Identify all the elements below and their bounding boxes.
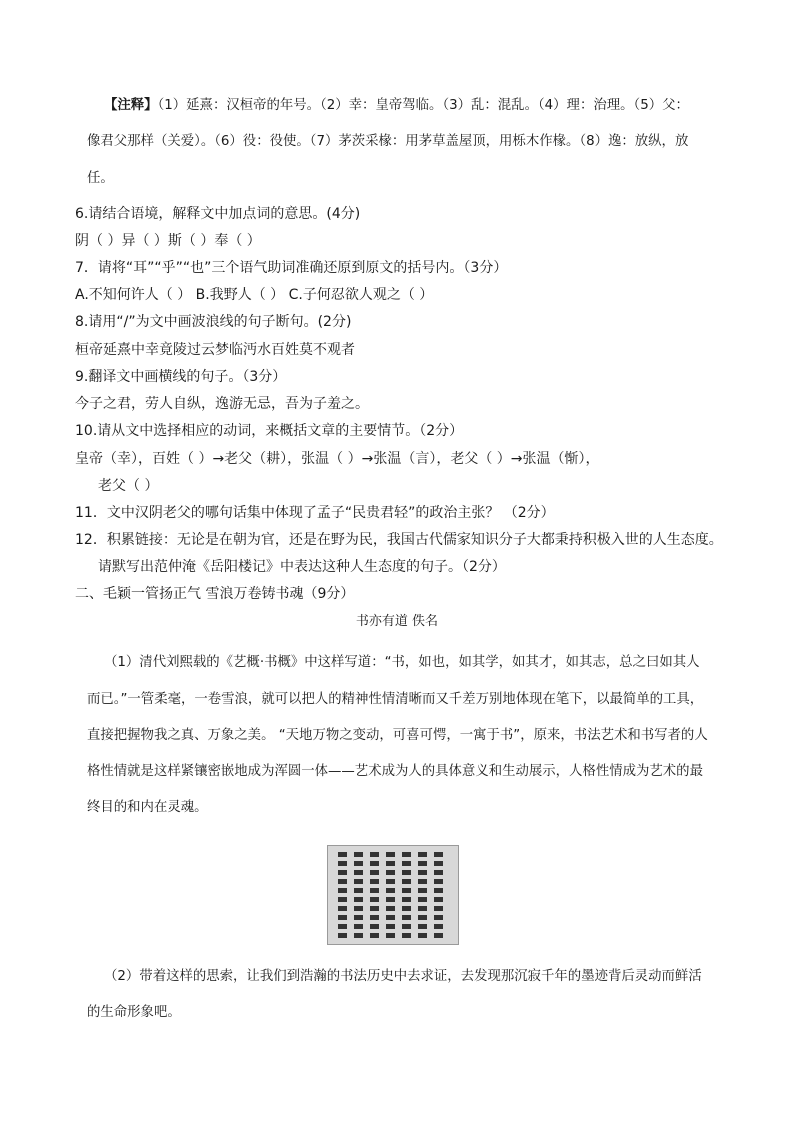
question-7: 7．请将“耳”“乎”“也”三个语气助词准确还原到原文的括号内。（3分） xyxy=(75,260,508,276)
notes-line-3: 任。 xyxy=(87,171,114,186)
question-7-options: A.不知何许人（ ） B.我野人（ ） C.子何忍欲人观之（ ） xyxy=(75,287,434,303)
question-12-line-2: 请默写出范仲淹《岳阳楼记》中表达这种人生态度的句子。（2分） xyxy=(98,559,506,575)
paragraph-1-line-5: 终目的和内在灵魂。 xyxy=(87,800,208,815)
question-10-line-2: 老父（ ） xyxy=(98,478,159,494)
notes-line-1 xyxy=(104,96,689,116)
article-title: 书亦有道 佚名 xyxy=(355,614,439,629)
question-10-line-1: 皇帝（幸），百姓（ ）→老父（耕），张温（ ）→张温（言），老父（ ）→张温（惭）， xyxy=(75,451,600,467)
question-8-text: 桓帝延熹中幸竟陵过云梦临沔水百姓莫不观者 xyxy=(75,342,355,358)
question-6: 6.请结合语境，解释文中加点词的意思。(4分) xyxy=(75,206,361,222)
section-2-heading: 二、毛颖一管扬正气 雪浪万卷铸书魂（9分） xyxy=(75,586,355,602)
calligraphy-image xyxy=(327,845,459,945)
question-9: 9.翻译文中画横线的句子。（3分） xyxy=(75,369,287,385)
paragraph-2-line-1: （2）带着这样的思索，让我们到浩瀚的书法历史中去求证，去发现那沉寂千年的墨迹背后灵动而鲜活 xyxy=(104,969,702,984)
notes-text-1: （1）延熹：汉桓帝的年号。（2）幸：皇帝驾临。（3）乱：混乱。（4）理：治理。（5）父： xyxy=(157,98,689,113)
notes-line-2: 像君父那样（关爱）。（6）役：役使。（7）茅茨采椽：用茅草盖屋顶，用栎木作椽。（8）逸：放纵，放 xyxy=(87,134,689,149)
paragraph-1-line-4: 格性情就是这样紧镶密嵌地成为浑圆一体——艺术成为人的具体意义和生动展示，人格性情成为艺术的最 xyxy=(87,764,703,779)
question-10: 10.请从文中选择相应的动词，来概括文章的主要情节。（2分） xyxy=(75,423,464,439)
paragraph-1-line-2: 而已。”一管柔毫，一卷雪浪，就可以把人的精神性情清晰而又千差万别地体现在笔下，以最简单的工具， xyxy=(87,692,704,707)
question-8: 8.请用“/”为文中画波浪线的句子断句。(2分) xyxy=(75,314,352,330)
question-11: 11．文中汉阴老父的哪句话集中体现了孟子“民贵君轻”的政治主张？ （2分） xyxy=(75,505,555,521)
question-9-text: 今子之君，劳人自纵，逸游无忌，吾为子羞之。 xyxy=(75,396,369,412)
notes-heading: 【注释】 xyxy=(104,98,158,113)
paragraph-2-line-2: 的生命形象吧。 xyxy=(87,1005,181,1020)
question-6-blanks: 阴（ ）异（ ）斯（ ）奉（ ） xyxy=(75,233,261,249)
paragraph-1-line-1: （1）清代刘熙载的《艺概·书概》中这样写道：“书，如也，如其学，如其才，如其志，总之曰如其人 xyxy=(104,655,700,670)
question-12-line-1: 12．积累链接：无论是在朝为官，还是在野为民，我国古代儒家知识分子大都秉持积极入世的人生态度。 xyxy=(75,532,723,548)
paragraph-1-line-3: 直接把握物我之真、万象之美。 “天地万物之变动，可喜可愕，一寓于书”，原来，书法艺术和书写者的人 xyxy=(87,728,708,743)
